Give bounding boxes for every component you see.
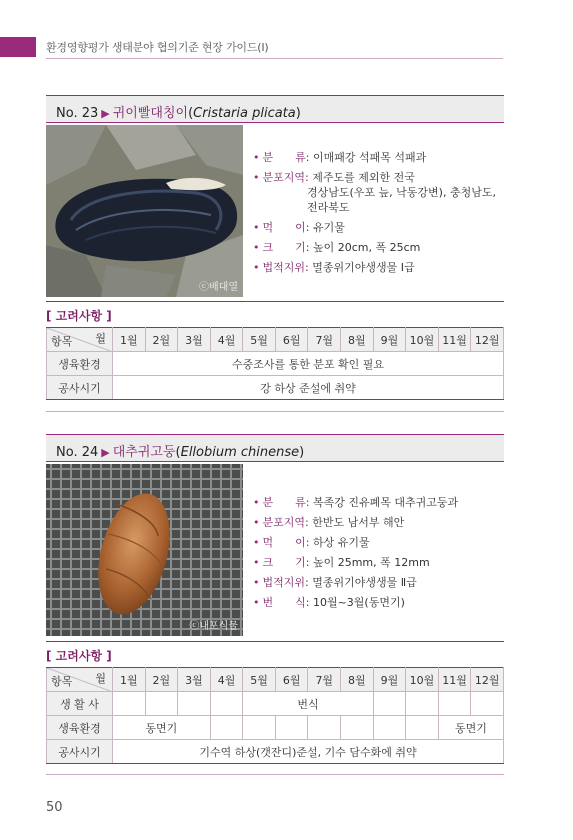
row-value: 수중조사를 통한 분포 확인 필요 [113,352,504,376]
info-value-continued: 전라북도 [307,201,350,214]
photo-credit: ⓒ내포식물 [189,621,238,632]
info-value: 높이 20cm, 폭 25cm [312,241,421,254]
species-23-header: No. 23 ▶ 귀이빨대칭이(Cristaria plicata) [46,95,504,123]
corner-cell [47,328,113,352]
month-header: 9월 [373,668,406,692]
hibernation-cell: 동면기 [113,716,211,740]
month-header: 8월 [341,328,374,352]
month-header: 3월 [178,668,211,692]
info-key: 분포지역: [262,171,309,184]
empty-cell [243,716,276,740]
species-korean-name: 대추귀고둥 [112,445,176,460]
header-divider [46,58,503,59]
info-value: 하상 유기물 [312,536,370,549]
section-divider [46,301,504,302]
table-row [47,692,504,716]
species-23-considerations-table [46,327,504,400]
info-row-legal-status: • 법적지위: 멸종위기야생생물 Ⅱ급 [253,576,417,589]
info-value: 이매패강 석패목 석패과 [312,151,427,164]
info-row-distribution: • 분포지역: 한반도 남서부 해안 [253,516,405,529]
corner-month-label: 월 [95,672,106,685]
table-row [47,376,504,400]
empty-cell [471,692,504,716]
empty-cell [178,692,211,716]
row-label: 생 활 사 [47,692,113,716]
empty-cell [145,692,178,716]
month-header: 11월 [438,668,471,692]
month-header: 4월 [210,668,243,692]
corner-cell [47,668,113,692]
empty-cell [438,692,471,716]
empty-cell [308,716,341,740]
month-header: 11월 [438,328,471,352]
hibernation-cell: 동면기 [438,716,503,740]
species-scientific-name: Cristaria plicata [193,106,296,121]
info-row-legal-status: • 법적지위: 멸종위기야생생물 Ⅰ급 [253,261,415,274]
info-key: 분포지역: [262,516,309,529]
info-row-food: • 먹 이: 하상 유기물 [253,536,370,549]
empty-cell [341,716,374,740]
month-header-row [47,668,504,692]
info-value: 제주도를 제외한 전국 [312,171,415,184]
info-key: 먹 이: [262,536,310,549]
species-number: No. 24 [56,445,99,460]
species-24-photo [46,464,243,636]
info-value-continued: 경상남도(우포 늪, 낙동강변), 충청남도, [307,186,496,199]
empty-cell [373,716,406,740]
month-header: 12월 [471,328,504,352]
info-key: 분 류: [262,151,310,164]
month-header-row [47,328,504,352]
month-header: 4월 [210,328,243,352]
month-header: 8월 [341,668,374,692]
month-header: 2월 [145,328,178,352]
corner-month-label: 월 [95,332,106,345]
info-row-classification: • 분 류: 이매패강 석패목 석패과 [253,151,427,164]
species-24-header: No. 24 ▶ 대추귀고둥(Ellobium chinense) [46,434,504,462]
empty-cell [406,692,439,716]
empty-cell [275,716,308,740]
info-row-breeding: • 번 식: 10월~3월(동면기) [253,596,405,609]
month-header: 7월 [308,328,341,352]
month-header: 6월 [275,328,308,352]
table-row [47,352,504,376]
info-key: 먹 이: [262,221,310,234]
month-header: 9월 [373,328,406,352]
month-header: 2월 [145,668,178,692]
info-value: 유기물 [312,221,345,234]
considerations-title: [ 고려사항 ] [46,649,112,663]
month-header: 3월 [178,328,211,352]
row-value: 강 하상 준설에 취약 [113,376,504,400]
species-korean-name: 귀이빨대칭이 [112,106,189,121]
info-value: 높이 25mm, 폭 12mm [312,556,430,569]
species-number: No. 23 [56,106,99,121]
info-value: 멸종위기야생생물 Ⅱ급 [312,576,417,589]
info-row-classification: • 분 류: 복족강 진유폐목 대추귀고둥과 [253,496,459,509]
running-header-title: 환경영향평가 생태분야 협의기준 현장 가이드(I) [46,41,269,54]
info-row-size: • 크 기: 높이 20cm, 폭 25cm [253,241,421,254]
photo-credit: ⓒ배대열 [199,282,238,293]
info-key: 크 기: [262,241,310,254]
row-label: 생육환경 [47,716,113,740]
info-key: 번 식: [262,596,310,609]
info-key: 분 류: [262,496,310,509]
section-divider [46,411,504,412]
month-header: 5월 [243,328,276,352]
page-number: 50 [46,800,63,815]
life-cycle-breeding-cell: 번식 [243,692,373,716]
info-key: 법적지위: [262,576,309,589]
info-value: 한반도 남서부 해안 [312,516,405,529]
month-header: 12월 [471,668,504,692]
row-value: 기수역 하상(갯잔디)준설, 기수 담수화에 취약 [113,740,504,764]
empty-cell [210,692,243,716]
row-label: 공사시기 [47,376,113,400]
month-header: 1월 [113,668,146,692]
section-divider [46,774,504,775]
species-23-info [253,150,496,280]
species-24-info [253,495,458,615]
info-row-food: • 먹 이: 유기물 [253,221,345,234]
month-header: 10월 [406,328,439,352]
info-value: 복족강 진유폐목 대추귀고둥과 [312,496,459,509]
empty-cell [113,692,146,716]
month-header: 7월 [308,668,341,692]
header-accent-bar [0,37,36,57]
corner-item-label: 항목 [51,335,73,348]
month-header: 10월 [406,668,439,692]
info-row-size: • 크 기: 높이 25mm, 폭 12mm [253,556,430,569]
corner-item-label: 항목 [51,675,73,688]
info-value: 10월~3월(동면기) [312,596,405,609]
row-label: 공사시기 [47,740,113,764]
section-divider [46,641,504,642]
considerations-title: [ 고려사항 ] [46,309,112,323]
info-key: 크 기: [262,556,310,569]
table-row [47,740,504,764]
empty-cell [210,716,243,740]
row-label: 생육환경 [47,352,113,376]
species-scientific-name: Ellobium chinense [180,445,300,460]
arrow-right-icon: ▶ [101,446,110,459]
info-value: 멸종위기야생생물 Ⅰ급 [312,261,415,274]
month-header: 6월 [275,668,308,692]
table-row [47,716,504,740]
empty-cell [373,692,406,716]
month-header: 1월 [113,328,146,352]
info-key: 법적지위: [262,261,309,274]
species-23-photo [46,125,243,297]
info-row-distribution: • 분포지역: 제주도를 제외한 전국 경상남도(우포 늪, 낙동강변), 충청남도, 전라북도 [253,171,496,214]
arrow-right-icon: ▶ [101,107,110,120]
species-24-considerations-table [46,667,504,764]
empty-cell [406,716,439,740]
month-header: 5월 [243,668,276,692]
